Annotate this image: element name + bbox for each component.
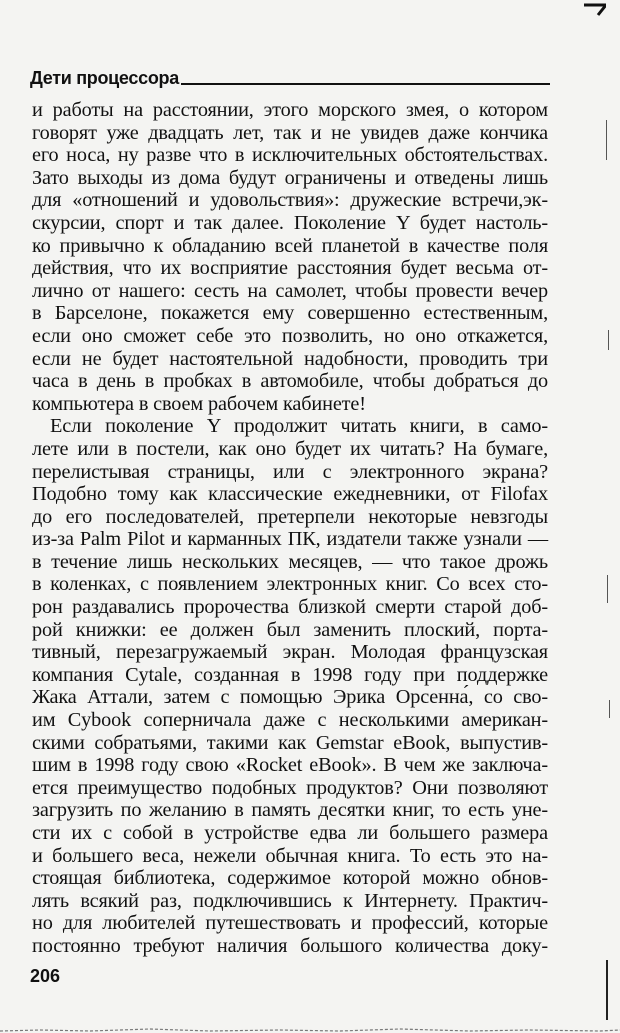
running-head	[30, 62, 550, 88]
text-line: и работы на расстоянии, этого морского змея, о котором	[32, 99, 548, 121]
text-line: но для любителей путешествовать и профессий, которые	[32, 912, 548, 935]
running-head-rule	[181, 83, 550, 85]
text-line: в Барселоне, покажется ему совершенно естественным,	[32, 302, 548, 325]
margin-mark	[606, 120, 607, 160]
page-number: 206	[30, 966, 61, 986]
text-line: стоящая библиотека, содержимое которой можно обнов-	[32, 867, 548, 890]
text-line: ко привычно к обладанию всей планетой в качестве поля	[32, 234, 548, 257]
text-line: часа в день в пробках в автомобиле, чтобы добраться до	[32, 370, 548, 393]
text-line: до его последователей, претерпели некоторые невзгоды	[32, 505, 548, 528]
text-line: перелистывая страницы, или с электронного экрана?	[32, 460, 548, 483]
text-line: действия, что их восприятие расстояния будет весьма от-	[32, 257, 548, 280]
text-line: если оно сможет себе это позволить, но оно откажется,	[32, 324, 548, 347]
text-line: Если поколение Y продолжит читать книги, в само-	[50, 415, 548, 438]
text-line: Жака Аттали, затем с помощью Эрика Орсенна́, со сво-	[32, 686, 548, 709]
running-head-title: Дети процессора	[30, 68, 179, 88]
text-line: загрузить по желанию в память десятки книг, то есть уне-	[32, 799, 548, 822]
text-line: лете или в постели, как оно будет их читать? На бумаге,	[32, 437, 548, 460]
text-line: если не будет настоятельной надобности, проводить три	[32, 347, 548, 370]
text-line: говорят уже двадцать лет, так и не увидев даже кончика	[32, 121, 548, 144]
text-line: тивный, перезагружаемый экран. Молодая французская	[32, 641, 548, 664]
text-line: в коленках, с появлением электронных книг. Со всех сто-	[32, 573, 548, 596]
text-line: компания Cytale, созданная в 1998 году при поддержке	[32, 663, 548, 686]
text-line: его носа, ну разве что в исключительных обстоятельствах.	[32, 144, 548, 167]
text-line: Зато выходы из дома будут ограничены и отведены лишь	[32, 166, 548, 189]
margin-mark	[607, 575, 608, 603]
text-line: компьютера в своем рабочем кабинете!	[32, 392, 366, 415]
margin-mark	[608, 330, 609, 350]
text-line: лично от нашего: сесть на самолет, чтобы провести вечер	[32, 279, 548, 302]
text-line: для «отношений и удовольствия»: дружеские встречи,эк-	[32, 189, 548, 212]
scan-edge	[606, 960, 608, 1020]
text-line: сти их с собой в устройстве едва ли большего размера	[32, 822, 548, 844]
text-line: рой книжки: ее должен был заменить плоский, порта-	[32, 618, 548, 641]
text-line: из-за Palm Pilot и карманных ПК, издатели также узнали —	[32, 528, 548, 551]
corner-scan-mark	[584, 2, 606, 16]
text-line: скурсии, спорт и так далее. Поколение Y будет настоль-	[32, 211, 548, 234]
scan-bottom-edge	[0, 1023, 620, 1033]
text-line: постоянно требуют наличия большого количества доку-	[32, 934, 548, 957]
text-line: им Cybook соперничала даже с несколькими американ-	[32, 709, 548, 732]
text-line: и большего веса, нежели обычная книга. То есть это на-	[32, 844, 548, 867]
margin-mark	[609, 700, 610, 718]
text-line: шим в 1998 году свою «Rocket eBook». В чем же заключа-	[32, 754, 548, 777]
body-text	[32, 99, 548, 958]
text-line: лять всякий раз, подключившись к Интернету. Практич-	[32, 889, 548, 912]
text-line: скими собратьями, такими как Gemstar eBook, выпустив-	[32, 731, 548, 754]
text-line: в течение лишь нескольких месяцев, — что такое дрожь	[32, 550, 548, 573]
text-line: ется преимущество подобных продуктов? Они позволяют	[32, 776, 548, 799]
text-line: Подобно тому как классические ежедневники, от Filofax	[32, 483, 548, 506]
text-line: рон раздавались пророчества близкой смерти старой доб-	[32, 596, 548, 619]
